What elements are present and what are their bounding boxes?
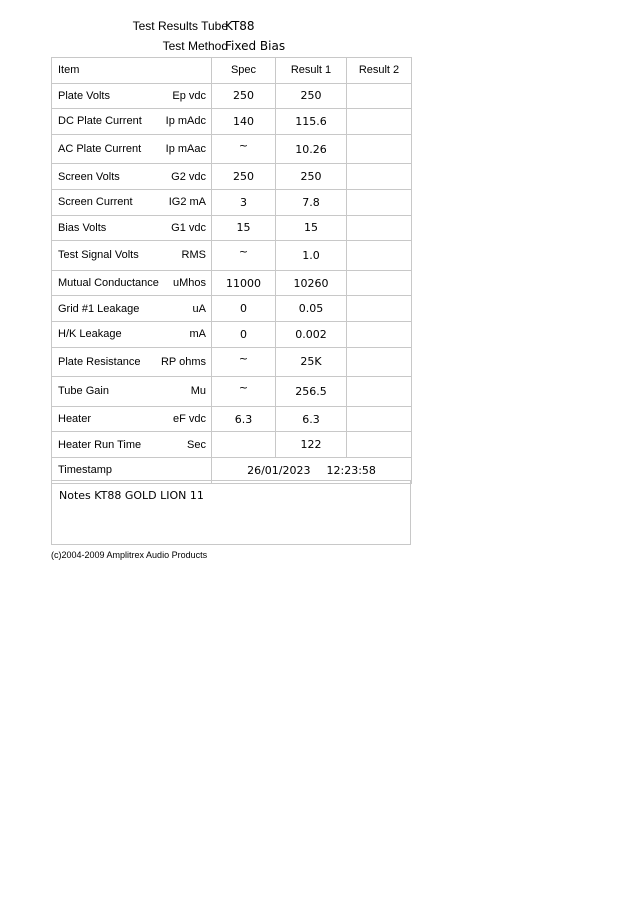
table-row xyxy=(52,215,412,241)
row-item xyxy=(52,83,212,109)
row-item xyxy=(52,406,212,432)
row-result2 xyxy=(347,377,412,407)
column-header-result1: Result 1 xyxy=(276,58,347,84)
column-header-spec: Spec xyxy=(212,58,276,84)
row-item xyxy=(52,432,212,458)
row-result2 xyxy=(347,321,412,347)
column-header-item: Item xyxy=(52,58,212,84)
row-result1: 6.3 xyxy=(276,406,347,432)
table-row xyxy=(52,432,412,458)
row-spec: ~ xyxy=(212,241,276,271)
row-item-unit: G1 vdc xyxy=(171,221,206,234)
row-result1: 15 xyxy=(276,215,347,241)
row-item-name: AC Plate Current xyxy=(58,143,142,156)
row-result2 xyxy=(347,189,412,215)
row-spec: 15 xyxy=(212,215,276,241)
table-row xyxy=(52,241,412,271)
row-result2 xyxy=(347,83,412,109)
row-item-name: Plate Volts xyxy=(58,89,110,102)
row-item-unit: Sec xyxy=(187,438,206,451)
table-row xyxy=(52,296,412,322)
row-result2 xyxy=(347,164,412,190)
row-result2 xyxy=(347,406,412,432)
row-spec: 0 xyxy=(212,321,276,347)
row-result1: 1.0 xyxy=(276,241,347,271)
row-item-unit: RMS xyxy=(181,249,206,262)
row-item-unit: uA xyxy=(192,302,206,315)
row-item-unit: eF vdc xyxy=(172,413,206,426)
row-result2 xyxy=(347,432,412,458)
row-result1: 122 xyxy=(276,432,347,458)
row-item-unit: Ip mAdc xyxy=(165,115,206,128)
row-item xyxy=(52,270,212,296)
row-item xyxy=(52,109,212,135)
table-row xyxy=(52,134,412,164)
column-header-result2: Result 2 xyxy=(347,58,412,84)
row-item xyxy=(52,164,212,190)
row-spec: ~ xyxy=(212,377,276,407)
row-result2 xyxy=(347,347,412,377)
row-result1: 256.5 xyxy=(276,377,347,407)
row-item-name: Test Signal Volts xyxy=(58,249,139,262)
notes-box xyxy=(51,480,411,545)
row-result1: 250 xyxy=(276,164,347,190)
row-item-unit: uMhos xyxy=(172,277,206,290)
row-result1: 10260 xyxy=(276,270,347,296)
table-row xyxy=(52,347,412,377)
row-spec: 250 xyxy=(212,164,276,190)
row-item xyxy=(52,241,212,271)
method-label: Test Method xyxy=(162,39,228,53)
method-value: Fixed Bias xyxy=(225,39,286,53)
timestamp-date: 26/01/2023 xyxy=(247,463,311,477)
row-result1: 10.26 xyxy=(276,134,347,164)
row-item-name: Heater Run Time xyxy=(58,438,142,451)
timestamp-label: Timestamp xyxy=(52,457,212,483)
table-row xyxy=(52,189,412,215)
row-item-unit: G2 vdc xyxy=(171,170,206,183)
row-item-unit: Ep vdc xyxy=(172,89,206,102)
row-item-name: Grid #1 Leakage xyxy=(58,302,140,315)
tube-label: Test Results Tube xyxy=(132,19,228,33)
row-item-unit: mA xyxy=(189,328,206,341)
notes-text: Notes KT88 GOLD LION 11 xyxy=(59,489,204,502)
row-spec: 3 xyxy=(212,189,276,215)
row-result1: 115.6 xyxy=(276,109,347,135)
row-item xyxy=(52,134,212,164)
row-spec: 6.3 xyxy=(212,406,276,432)
row-item-name: Screen Current xyxy=(58,196,133,209)
row-result2 xyxy=(347,270,412,296)
row-item xyxy=(52,215,212,241)
table-row xyxy=(52,321,412,347)
row-spec: 250 xyxy=(212,83,276,109)
table-row xyxy=(52,377,412,407)
row-item-unit: IG2 mA xyxy=(168,196,206,209)
row-item-unit: RP ohms xyxy=(160,355,206,368)
row-result1: 25K xyxy=(276,347,347,377)
table-header-row xyxy=(52,58,412,84)
row-spec: 0 xyxy=(212,296,276,322)
row-item xyxy=(52,296,212,322)
row-item-name: Plate Resistance xyxy=(58,355,141,368)
tube-value: KT88 xyxy=(225,19,255,33)
row-item xyxy=(52,321,212,347)
row-item-name: Tube Gain xyxy=(58,385,109,398)
row-item-name: Bias Volts xyxy=(58,221,107,234)
row-item-name: Heater xyxy=(58,413,92,426)
row-spec: 11000 xyxy=(212,270,276,296)
row-result2 xyxy=(347,109,412,135)
row-result2 xyxy=(347,215,412,241)
row-result1: 0.05 xyxy=(276,296,347,322)
row-result1: 7.8 xyxy=(276,189,347,215)
table-row xyxy=(52,83,412,109)
row-item-name: Screen Volts xyxy=(58,170,120,183)
row-item xyxy=(52,189,212,215)
table-row xyxy=(52,109,412,135)
row-spec: 140 xyxy=(212,109,276,135)
row-result1: 0.002 xyxy=(276,321,347,347)
row-item-name: DC Plate Current xyxy=(58,115,142,128)
row-spec: ~ xyxy=(212,134,276,164)
row-item-unit: Ip mAac xyxy=(165,143,206,156)
row-result1: 250 xyxy=(276,83,347,109)
results-table xyxy=(51,57,412,484)
row-result2 xyxy=(347,241,412,271)
row-item-name: H/K Leakage xyxy=(58,328,122,341)
row-result2 xyxy=(347,134,412,164)
row-spec: ~ xyxy=(212,347,276,377)
row-spec xyxy=(212,432,276,458)
timestamp-time: 12:23:58 xyxy=(326,463,376,477)
row-result2 xyxy=(347,296,412,322)
table-row xyxy=(52,270,412,296)
table-row xyxy=(52,406,412,432)
row-item xyxy=(52,377,212,407)
row-item-unit: Mu xyxy=(190,385,206,398)
copyright: (c)2004-2009 Amplitrex Audio Products xyxy=(51,550,208,560)
row-item-name: Mutual Conductance xyxy=(58,277,159,290)
table-row xyxy=(52,164,412,190)
row-item xyxy=(52,347,212,377)
